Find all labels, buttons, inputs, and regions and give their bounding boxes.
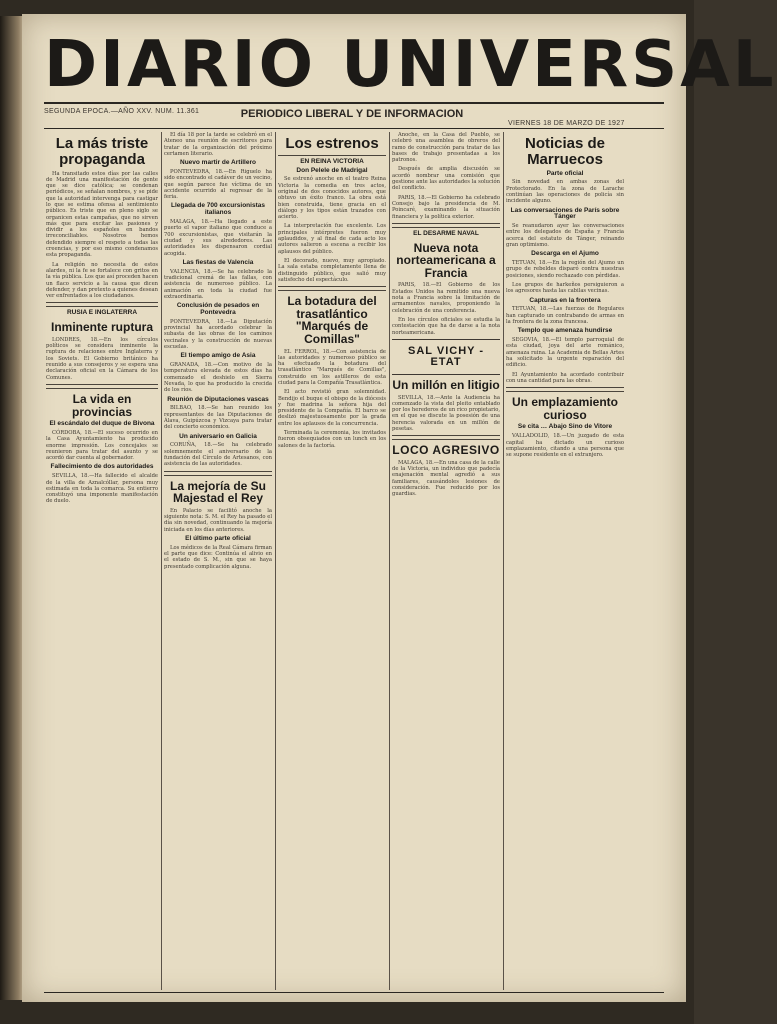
article-paragraph: VALENCIA, 18.—Se ha celebrado la tradicional cremá de las fallas, con asistencia de numeroso público. La animación en toda la ciudad fue extraordinaria.: [164, 268, 272, 300]
subheadline: Reunión de Diputaciones vascas: [167, 395, 269, 403]
column-5: [506, 132, 624, 990]
footer-rule: [44, 992, 664, 993]
column-3: [278, 132, 386, 990]
article-paragraph: TETUAN, 18.—En la región del Ajumo un grupo de rebeldes disparó contra nuestras posiciones, siendo rechazado con pérdidas.: [506, 260, 624, 279]
article-paragraph: La interpretación fue excelente. Los principales intérpretes fueron muy aplaudidos, y al final de cada acto los autores salieron a escena a recibir los aplausos del público.: [278, 223, 386, 255]
article-headline: La botadura del trasatlántico "Marqués de Comillas": [287, 294, 377, 346]
subheadline: El último parte oficial: [185, 534, 251, 542]
subheadline: Conclusión de pesados en Pontevedra: [176, 302, 260, 316]
separator: [278, 155, 386, 156]
article-headline: Los estrenos: [285, 135, 379, 152]
article-paragraph: El acto revistió gran solemnidad. Bendijo el buque el obispo de la diócesis y fue madrina la señora hija del presidente de la Compañía. El barco se deslizó majestuosamente por la grada entre los aplausos de la concurrencia.: [278, 389, 386, 427]
article-paragraph: El día 18 por la tarde se celebró en el Ateneo una reunión de escritores para tratar de la organización del próximo certamen literario.: [164, 132, 272, 157]
article-headline: Inminente ruptura: [50, 320, 153, 335]
article-headline: Un emplazamiento curioso: [511, 395, 619, 422]
article-paragraph: SEVILLA, 18.—Ante la Audiencia ha comenzado la vista del pleito entablado por los herederos de un rico propietario, en el que se discute la posesión de una herencia valorada en un millón de pesetas.: [392, 394, 500, 432]
article-headline: La mejoría de Su Majestad el Rey: [169, 478, 267, 506]
separator: [506, 387, 624, 392]
article-paragraph: PARIS, 18.—El Gobierno de los Estados Unidos ha remitido una nueva nota a Francia sobre la limitación de armamentos navales, proponiendo la celebración de una conferencia.: [392, 282, 500, 314]
masthead-rule: [44, 102, 664, 104]
article-paragraph: Sin novedad en ambas zonas del Protectorado. En la zona de Larache continúan las operaciones de policía sin incidente alguno.: [506, 179, 624, 205]
separator: [46, 302, 158, 307]
issue-date: VIERNES 18 DE MARZO DE 1927: [508, 120, 625, 127]
section-label: EN REINA VICTORIA: [300, 157, 364, 165]
separator: [46, 384, 158, 389]
article-paragraph: Los grupos de harkeños persiguieron a los agresores hasta las cabilas vecinas.: [506, 282, 624, 295]
header-rule: [44, 128, 664, 129]
article-paragraph: SEGOVIA, 18.—El templo parroquial de esta ciudad, joya del arte románico, amenaza ruina. La Academia de Bellas Artes ha solicitado la urgente reparación del edificio.: [506, 337, 624, 369]
article-paragraph: En Palacio se facilitó anoche la siguiente nota: S. M. el Rey ha pasado el día sin novedad, continuando la mejoría iniciada en los días anteriores.: [164, 507, 272, 533]
subheadline: El escándalo del duque de Bivona: [49, 420, 155, 428]
article-paragraph: VALLADOLID, 18.—Un juzgado de esta capital ha dictado un curioso emplazamiento, citando a una persona que se supone residente en el extranjero.: [506, 433, 624, 459]
subheadline: Templo que amenaza hundirse: [517, 327, 613, 335]
subheadline: Descarga en el Ajumo: [531, 250, 599, 258]
subheadline: El tiempo amigo de Asia: [180, 352, 256, 360]
subheadline: Se cita … Abajo Sino de Vitore: [517, 423, 613, 431]
subheadline: Llegada de 700 excursionistas italianos: [171, 202, 265, 217]
article-paragraph: La religión no necesita de estos alardes, ni la fe se fortalece con gritos en la vía pública. Los que así proceden hacen un flaco servicio a la causa que dicen defender, y dan pretexto a quienes desean ver enfrentados a los ciudadanos.: [46, 261, 158, 300]
section-label: EL DESARME NAVAL: [413, 229, 479, 237]
separator: [164, 471, 272, 476]
advertisement: [392, 339, 500, 375]
article-paragraph: Terminada la ceremonia, los invitados fueron obsequiados con un lunch en los salones de la factoría.: [278, 430, 386, 449]
subheadline: Las fiestas de Valencia: [182, 258, 254, 266]
article-headline: LOCO AGRESIVO: [392, 443, 500, 458]
column-4: [392, 132, 500, 990]
article-paragraph: PARIS, 18.—El Gobierno ha celebrado Consejo bajo la presidencia de M. Poincaré, examinando la situación financiera y la política exterior.: [392, 194, 500, 220]
article-headline: Nueva nota norteamericana a Francia: [396, 240, 496, 280]
article-headline: La vida en provincias: [71, 391, 133, 419]
article-paragraph: BILBAO, 18.—Se han reunido los representantes de las Diputaciones de Álava, Guipúzcoa y Vizcaya para tratar del concierto económico.: [164, 405, 272, 431]
article-paragraph: PONTEVEDRA, 18.—En Riguelo ha sido encontrado el cadáver de un vecino, que según parece fue víctima de un accidente ocurrido al regresar de la feria.: [164, 169, 272, 201]
article-paragraph: Se reanudaron ayer las conversaciones entre los delegados de España y Francia acerca del estatuto de Tánger, reinando gran optimismo.: [506, 223, 624, 249]
article-paragraph: Anoche, en la Casa del Pueblo, se celebró una asamblea de obreros del ramo de construcción para tratar de las bases de trabajo presentadas a los patronos.: [392, 132, 500, 164]
subheadline: Nuevo martir de Artillero: [180, 159, 256, 167]
separator: [392, 223, 500, 228]
subheadline: Parte oficial: [546, 169, 584, 177]
separator: [392, 435, 500, 440]
newspaper-page: [22, 14, 777, 1002]
column-2: [164, 132, 272, 990]
subheadline: Un aniversario en Galicia: [179, 432, 257, 440]
article-paragraph: MALAGA, 18.—En una casa de la calle de la Victoria, un individuo que padecía enajenación mental agredió a sus familiares, causándoles lesiones de consideración. Fue reducido por los guardias.: [392, 459, 500, 498]
article-headline: La más triste propaganda: [55, 135, 149, 168]
article-headline: Un millón en litigio: [392, 377, 500, 392]
article-paragraph: EL FERROL, 18.—Con asistencia de las autoridades y numeroso público se ha efectuado la botadura del trasatlántico "Marqués de Comillas", construido en los astilleros de esta ciudad para la Compañía Trasatlántica.: [278, 348, 386, 386]
subheadline: Capturas en la frontera: [529, 296, 601, 304]
article-paragraph: TETUAN, 18.—Las fuerzas de Regulares han capturado un contrabando de armas en la frontera de la zona francesa.: [506, 306, 624, 326]
article-paragraph: MALAGA, 18.—Ha llegado a este puerto el vapor italiano que conduce a 700 excursionistas, que visitarán la ciudad y sus alrededores. Las autoridades les dispensaron cordial acogida.: [164, 219, 272, 257]
section-label: RUSIA E INGLATERRA: [66, 309, 138, 317]
edition-info: SEGUNDA EPOCA.—AÑO XXV. NUM. 11.361: [44, 108, 200, 115]
column-divider: [503, 132, 504, 990]
article-paragraph: Después de amplia discusión se acordó nombrar una comisión que gestione ante las autoridades la solución del conflicto.: [392, 166, 500, 192]
article-headline: Noticias de Marruecos: [524, 135, 606, 168]
advertisement-text: SAL VICHY - ETAT: [408, 344, 484, 369]
column-divider: [389, 132, 390, 990]
column-1: [46, 132, 158, 990]
subheadline: Fallecimiento de dos autoridades: [50, 463, 154, 471]
article-paragraph: PONTEVEDRA, 18.—La Diputación provincial ha acordado celebrar la subasta de las obras de los caminos vecinales y la construcción de nuevas escuelas.: [164, 318, 272, 350]
column-divider: [275, 132, 276, 990]
masthead-subtitle: PERIODICO LIBERAL Y DE INFORMACION: [240, 108, 464, 120]
subheadline: Don Pelele de Madrigal: [296, 166, 368, 174]
article-paragraph: En los círculos oficiales se estudia la contestación que ha de darse a la nota norteamericana.: [392, 316, 500, 336]
article-paragraph: CORUÑA, 18.—Se ha celebrado solemnemente el aniversario de la fundación del Círculo de Artesanos, con asistencia de las autoridades.: [164, 442, 272, 468]
masthead-title: DIARIO UNIVERSAL: [44, 28, 777, 102]
article-paragraph: SEVILLA, 18.—Ha fallecido el alcalde de la villa de Aznalcóllar, persona muy estimada en toda la comarca. Su entierro constituyó una imponente manifestación de duelo.: [46, 473, 158, 505]
article-paragraph: LONDRES, 18.—En los círculos políticos se considera inminente la ruptura de relaciones entre Inglaterra y los Soviets. El Gobierno británico ha reunido a sus consejeros y se espera una declaración oficial en la Cámara de los Comunes.: [46, 336, 158, 381]
separator: [278, 286, 386, 291]
article-paragraph: Los médicos de la Real Cámara firman el parte que dice: Continúa el alivio en el estado de S. M., sin que se haya presentado complicación alguna.: [164, 544, 272, 570]
article-paragraph: El decorado, nuevo, muy apropiado. La sala estaba completamente llena de distinguido público, que salió muy satisfecho del espectáculo.: [278, 257, 386, 283]
article-paragraph: GRANADA, 18.—Con motivo de la temperatura elevada de estos días ha comenzado el deshielo en Sierra Nevada, lo que ha producido la crecida de los ríos.: [164, 362, 272, 394]
article-paragraph: Se estrenó anoche en el teatro Reina Victoria la comedia en tres actos, original de dos conocidos autores, que obtuvo un éxito franco. La obra está bien construida, tiene gracia en el diálogo y los tipos están trazados con acierto.: [278, 176, 386, 221]
article-paragraph: CÓRDOBA, 18.—El suceso ocurrido en la Casa Ayuntamiento ha producido enorme impresión. Los concejales se reunieron para tratar del asunto y se acordó dar cuenta al gobernador.: [46, 429, 158, 462]
column-divider: [161, 132, 162, 990]
article-paragraph: El Ayuntamiento ha acordado contribuir con una cantidad para las obras.: [506, 371, 624, 384]
article-paragraph: Ha transitado estos días por las calles de Madrid una manifestación de gente que se dice católica; se condenan periódicos, se señalan nombres, y se pide que la autoridad intervenga para castigar lo que se estima ofensa al sentimiento público. Es triste que en pleno siglo se organicen estas campañas, que no sirven más que para excitar las pasiones y dividir a los españoles en bandos irreconciliables. Nosotros hemos defendido siempre el respeto a todas las creencias, y por eso mismo condenamos esta propaganda.: [46, 170, 158, 259]
subheadline: Las conversaciones de París sobre Tánger: [510, 206, 620, 221]
